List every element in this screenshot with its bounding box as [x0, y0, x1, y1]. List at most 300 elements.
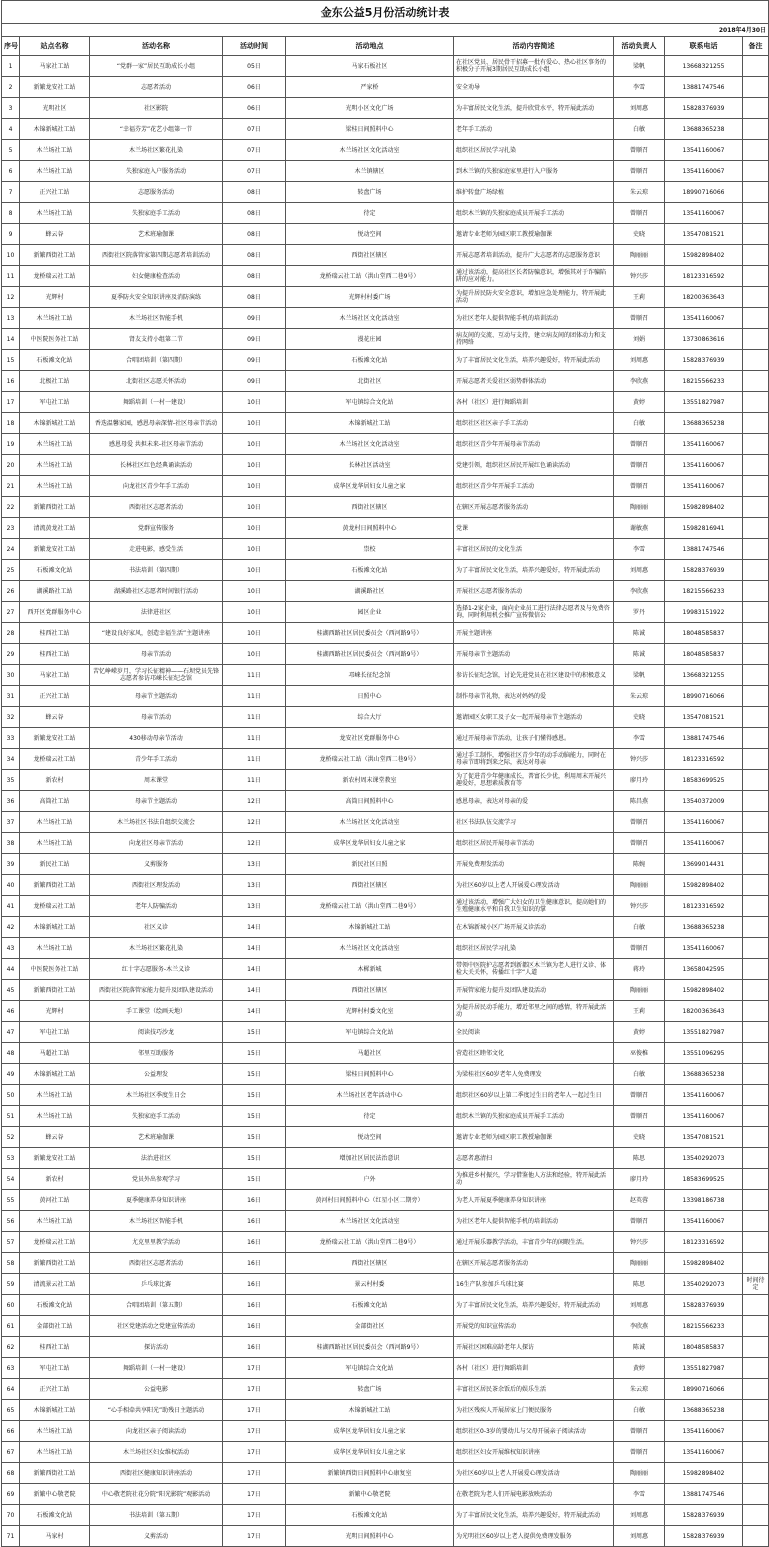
cell-no: 29: [2, 644, 20, 665]
cell-phone: 15828376939: [665, 1526, 743, 1547]
cell-note: [743, 833, 769, 854]
cell-time: 07日: [223, 119, 286, 140]
cell-no: 50: [2, 1085, 20, 1106]
cell-name: 木兰场社区繁花扎染: [90, 938, 223, 959]
cell-name: 向龙社区亲子阅读活动: [90, 1421, 223, 1442]
cell-time: 10日: [223, 434, 286, 455]
cell-site: 木兰场社工站: [20, 1211, 90, 1232]
cell-name: “党群一家”居民互助成长小组: [90, 56, 223, 77]
cell-no: 28: [2, 623, 20, 644]
cell-name: 社区党建活动之党建宣传活动: [90, 1316, 223, 1337]
cell-place: 木兰场社区文化活动室: [286, 1211, 454, 1232]
cell-desc: 组织社区居民学习扎染: [454, 140, 614, 161]
cell-place: 木锦新城社工站: [286, 1400, 454, 1421]
table-row: [2, 1379, 769, 1400]
cell-leader: 陶丽丽: [614, 1253, 665, 1274]
cell-leader: 钟兴莎: [614, 266, 665, 287]
cell-site: 木兰场社工站: [20, 161, 90, 182]
cell-name: 舞蹈培训（一村一建设）: [90, 392, 223, 413]
cell-phone: 13541160067: [665, 140, 743, 161]
cell-site: 蜂云谷: [20, 1127, 90, 1148]
cell-time: 10日: [223, 581, 286, 602]
cell-place: 成华区龙华居妇女儿童之家: [286, 1442, 454, 1463]
cell-leader: 朱云琼: [614, 182, 665, 203]
cell-desc: 为社区60岁以上老人开展爱心理发活动: [454, 1463, 614, 1484]
cell-leader: 陶丽丽: [614, 497, 665, 518]
cell-no: 59: [2, 1274, 20, 1295]
cell-name: 艺术班瑜伽课: [90, 1127, 223, 1148]
cell-place: 木兰场社区老年活动中心: [286, 1085, 454, 1106]
col-header-place: 活动地点: [286, 37, 454, 56]
cell-time: 14日: [223, 917, 286, 938]
cell-name: 香迭温馨家园，感恩母亲深情-社区母亲节活动: [90, 413, 223, 434]
cell-name: 义剪活动: [90, 1526, 223, 1547]
table-row: [2, 518, 769, 539]
cell-no: 14: [2, 329, 20, 350]
table-row: [2, 791, 769, 812]
cell-note: [743, 1526, 769, 1547]
cell-place: 转盘广场: [286, 1379, 454, 1400]
cell-site: 木兰场社工站: [20, 140, 90, 161]
cell-leader: 陶丽丽: [614, 1463, 665, 1484]
cell-site: 新繁西街社工站: [20, 1253, 90, 1274]
cell-note: [743, 959, 769, 980]
col-header-site: 站点名称: [20, 37, 90, 56]
cell-name: 湖溪路社区志愿者时间银行活动: [90, 581, 223, 602]
cell-no: 11: [2, 266, 20, 287]
cell-note: [743, 1043, 769, 1064]
cell-leader: 钟兴莎: [614, 1232, 665, 1253]
cell-name: 失独家庭入户服务活动: [90, 161, 223, 182]
cell-phone: 13551827987: [665, 1022, 743, 1043]
table-row: [2, 497, 769, 518]
cell-note: [743, 518, 769, 539]
cell-note: [743, 1484, 769, 1505]
cell-time: 07日: [223, 140, 286, 161]
cell-no: 36: [2, 791, 20, 812]
cell-site: 军屯社工站: [20, 1022, 90, 1043]
cell-time: 17日: [223, 1379, 286, 1400]
cell-phone: 13541160067: [665, 455, 743, 476]
cell-note: [743, 119, 769, 140]
cell-leader: 曾顺召: [614, 140, 665, 161]
cell-leader: 史晓: [614, 224, 665, 245]
cell-no: 54: [2, 1169, 20, 1190]
cell-phone: 13541160067: [665, 1442, 743, 1463]
cell-note: [743, 1337, 769, 1358]
cell-desc: 在木锦新城小区广场开展义诊活动: [454, 917, 614, 938]
cell-time: 16日: [223, 1232, 286, 1253]
cell-leader: 陈诚: [614, 1337, 665, 1358]
cell-no: 16: [2, 371, 20, 392]
cell-phone: 13551827987: [665, 1358, 743, 1379]
cell-phone: 19983151922: [665, 602, 743, 623]
cell-desc: 参访长征纪念馆，讨论先进党员在社区建设中的积极意义: [454, 665, 614, 686]
table-row: [2, 1085, 769, 1106]
cell-place: 户外: [286, 1169, 454, 1190]
cell-place: 木兰场社区文化活动室: [286, 812, 454, 833]
cell-phone: 13547081521: [665, 1127, 743, 1148]
cell-name: 向龙社区母亲节活动: [90, 833, 223, 854]
cell-name: “幸福芬芳”花艺小组第一节: [90, 119, 223, 140]
cell-time: 14日: [223, 980, 286, 1001]
cell-phone: 13881747546: [665, 1484, 743, 1505]
table-row: [2, 1295, 769, 1316]
cell-note: [743, 854, 769, 875]
cell-note: [743, 665, 769, 686]
cell-note: [743, 224, 769, 245]
table-row: [2, 665, 769, 686]
cell-name: 党群宣传服务: [90, 518, 223, 539]
cell-place: 成华区龙华居妇女儿童之家: [286, 833, 454, 854]
cell-place: 漫花庄园: [286, 329, 454, 350]
cell-leader: 李欣燕: [614, 1316, 665, 1337]
cell-name: 木兰场社区智能手机: [90, 1211, 223, 1232]
cell-name: 探访活动: [90, 1337, 223, 1358]
cell-desc: 组织社区青少年开展母亲节活动: [454, 434, 614, 455]
cell-no: 6: [2, 161, 20, 182]
cell-name: 木兰场社区妇女维权活动: [90, 1442, 223, 1463]
cell-leader: 陈婉: [614, 854, 665, 875]
cell-name: 失独家庭手工活动: [90, 203, 223, 224]
cell-name: 法律进社区: [90, 602, 223, 623]
cell-desc: 开展社区志愿者服务活动: [454, 581, 614, 602]
cell-phone: 13541160067: [665, 1211, 743, 1232]
cell-site: 新繁龙安社工站: [20, 539, 90, 560]
cell-phone: 18048585837: [665, 623, 743, 644]
cell-place: 严家桥: [286, 77, 454, 98]
cell-site: 木锦新城社工站: [20, 1064, 90, 1085]
table-row: [2, 1043, 769, 1064]
cell-place: 木锦新城社工站: [286, 917, 454, 938]
cell-site: 新繁西街社工站: [20, 980, 90, 1001]
cell-desc: 开展社区困难高龄老年人探访: [454, 1337, 614, 1358]
table-row: [2, 476, 769, 497]
cell-desc: 邀请专业老师为园区职工教授瑜伽课: [454, 1127, 614, 1148]
cell-phone: 13668321255: [665, 56, 743, 77]
cell-phone: 18583699525: [665, 1169, 743, 1190]
cell-name: 公益电影: [90, 1379, 223, 1400]
cell-place: 成华区龙华居妇女儿童之家: [286, 476, 454, 497]
cell-no: 60: [2, 1295, 20, 1316]
cell-phone: 13699014431: [665, 854, 743, 875]
cell-site: 木锦新城社工站: [20, 1400, 90, 1421]
cell-name: 西街社区志愿者活动: [90, 497, 223, 518]
cell-leader: 赵英蓉: [614, 1190, 665, 1211]
cell-note: [743, 602, 769, 623]
cell-note: [743, 770, 769, 791]
cell-name: 夏季健康养身知识讲座: [90, 1190, 223, 1211]
table-row: [2, 1274, 769, 1295]
cell-place: 西街社区辖区: [286, 245, 454, 266]
cell-name: 西街社区志愿者活动: [90, 1253, 223, 1274]
cell-place: 景云村村委: [286, 1274, 454, 1295]
col-header-no: 序号: [2, 37, 20, 56]
cell-leader: 李雪: [614, 77, 665, 98]
cell-note: [743, 56, 769, 77]
cell-desc: 通过该活动，提高社区长者防骗意识，增强其对于诈骗陷阱的应对能力。: [454, 266, 614, 287]
cell-site: 新繁龙安社工站: [20, 77, 90, 98]
cell-no: 12: [2, 287, 20, 308]
cell-no: 34: [2, 749, 20, 770]
cell-note: [743, 728, 769, 749]
cell-phone: 13541160067: [665, 1085, 743, 1106]
cell-leader: 黄婷: [614, 1022, 665, 1043]
cell-no: 38: [2, 833, 20, 854]
cell-note: [743, 1148, 769, 1169]
cell-note: [743, 350, 769, 371]
cell-time: 10日: [223, 413, 286, 434]
cell-leader: 史晓: [614, 707, 665, 728]
cell-site: 木兰场社工站: [20, 938, 90, 959]
cell-leader: 廖月玲: [614, 770, 665, 791]
cell-leader: 黄婷: [614, 392, 665, 413]
cell-note: [743, 392, 769, 413]
cell-time: 09日: [223, 329, 286, 350]
table-row: [2, 1169, 769, 1190]
cell-site: 木兰场社工站: [20, 434, 90, 455]
cell-site: 新农村: [20, 770, 90, 791]
cell-time: 14日: [223, 938, 286, 959]
cell-desc: 为社区老年人提供智能手机的培训活动: [454, 1211, 614, 1232]
cell-phone: 18215566233: [665, 371, 743, 392]
cell-phone: 18123316592: [665, 266, 743, 287]
cell-name: 公益理发: [90, 1064, 223, 1085]
cell-no: 13: [2, 308, 20, 329]
cell-place: 木兰场社区文化活动室: [286, 434, 454, 455]
table-row: [2, 140, 769, 161]
cell-desc: 为了丰富居民文化生活，培养兴趣爱好，特开展此活动: [454, 350, 614, 371]
cell-site: 北极社工站: [20, 371, 90, 392]
cell-site: 木兰场社工站: [20, 455, 90, 476]
cell-place: 石板滩文化站: [286, 560, 454, 581]
cell-phone: 13881747546: [665, 728, 743, 749]
cell-desc: 通过开展母亲节活动，让孩子们懂得感恩。: [454, 728, 614, 749]
cell-no: 22: [2, 497, 20, 518]
cell-note: [743, 1253, 769, 1274]
cell-no: 48: [2, 1043, 20, 1064]
table-row: [2, 686, 769, 707]
cell-desc: 组织社区0-3岁的婴幼儿与父母开展亲子阅读活动: [454, 1421, 614, 1442]
cell-phone: 15982898402: [665, 875, 743, 896]
cell-desc: 开展志愿者关爱社区弱势群体活动: [454, 371, 614, 392]
cell-note: [743, 98, 769, 119]
cell-phone: 18048585837: [665, 1337, 743, 1358]
table-row: [2, 98, 769, 119]
sheet-date: 2018年4月30日: [2, 24, 769, 37]
cell-leader: 白敏: [614, 413, 665, 434]
table-row: [2, 539, 769, 560]
cell-site: 石板滩文化站: [20, 1505, 90, 1526]
cell-place: 石板滩文化站: [286, 1295, 454, 1316]
cell-leader: 陈思: [614, 1148, 665, 1169]
cell-name: 周末课堂: [90, 770, 223, 791]
cell-desc: 开展管家能力提升及团队建设活动: [454, 980, 614, 1001]
cell-phone: 13688365238: [665, 917, 743, 938]
cell-desc: 开展志愿者培训活动，提升广大志愿者的志愿服务意识: [454, 245, 614, 266]
cell-place: 成华区龙华居妇女儿童之家: [286, 1421, 454, 1442]
cell-site: 马家社工站: [20, 56, 90, 77]
cell-phone: 15982898402: [665, 1463, 743, 1484]
cell-leader: 陶丽丽: [614, 245, 665, 266]
cell-place: 军屯镇综合文化站: [286, 1022, 454, 1043]
col-header-desc: 活动内容简述: [454, 37, 614, 56]
cell-name: 长林社区红色经典诵读活动: [90, 455, 223, 476]
table-row: [2, 224, 769, 245]
cell-phone: 13551827987: [665, 392, 743, 413]
cell-no: 55: [2, 1190, 20, 1211]
table-row: [2, 938, 769, 959]
cell-place: 新繁中心敬老院: [286, 1484, 454, 1505]
cell-place: 木兰场社区文化活动室: [286, 308, 454, 329]
table-row: [2, 770, 769, 791]
cell-time: 16日: [223, 1211, 286, 1232]
cell-no: 8: [2, 203, 20, 224]
cell-place: 日照中心: [286, 686, 454, 707]
table-row: [2, 350, 769, 371]
cell-leader: 曾顺召: [614, 1085, 665, 1106]
table-row: [2, 1505, 769, 1526]
cell-note: [743, 686, 769, 707]
cell-name: 北街社区志愿关怀活动: [90, 371, 223, 392]
cell-note: [743, 938, 769, 959]
cell-site: 西开区党群服务中心: [20, 602, 90, 623]
cell-desc: 为丰富居民文化生活，提升欣赏水平，特开展此活动: [454, 98, 614, 119]
cell-site: 桂西社工站: [20, 1337, 90, 1358]
table-row: [2, 1421, 769, 1442]
cell-time: 15日: [223, 1022, 286, 1043]
cell-desc: 带领中医院护志愿者到新都区木兰镇为老人进行义诊、体检大关关怀，传播红十字“人道: [454, 959, 614, 980]
cell-site: 木兰场社工站: [20, 308, 90, 329]
cell-time: 10日: [223, 518, 286, 539]
cell-note: [743, 707, 769, 728]
cell-site: 石板滩文化站: [20, 560, 90, 581]
cell-site: 石板滩文化站: [20, 1295, 90, 1316]
table-row: [2, 833, 769, 854]
cell-site: 新繁西街社工站: [20, 1463, 90, 1484]
cell-note: [743, 644, 769, 665]
cell-desc: 在辖区开展志愿者服务活动: [454, 497, 614, 518]
cell-name: 志愿服务活动: [90, 182, 223, 203]
cell-leader: 陈昌燕: [614, 791, 665, 812]
cell-leader: 曾顺召: [614, 308, 665, 329]
cell-leader: 白敏: [614, 1064, 665, 1085]
cell-site: 龙桥瑞云社工站: [20, 1232, 90, 1253]
cell-no: 9: [2, 224, 20, 245]
cell-phone: 13541160067: [665, 434, 743, 455]
cell-no: 37: [2, 812, 20, 833]
cell-place: 新繁镇西街日间照料中心康复室: [286, 1463, 454, 1484]
cell-name: 义剪服务: [90, 854, 223, 875]
cell-leader: 曾顺召: [614, 833, 665, 854]
cell-desc: 丰富社区居民茶余饭后的娱乐生活: [454, 1379, 614, 1400]
cell-name: 舞蹈培训（一村一建设）: [90, 1358, 223, 1379]
cell-site: 龙桥瑞云社工站: [20, 896, 90, 917]
cell-time: 17日: [223, 1358, 286, 1379]
cell-leader: 李雪: [614, 728, 665, 749]
cell-place: 桂湖西路社区居民委员会（西河路9号）: [286, 644, 454, 665]
cell-place: 木兰场社区文化活动室: [286, 140, 454, 161]
cell-leader: 刘周惠: [614, 1526, 665, 1547]
cell-note: [743, 623, 769, 644]
cell-note: [743, 1505, 769, 1526]
cell-note: [743, 1106, 769, 1127]
cell-name: 书法培训（第五期）: [90, 1505, 223, 1526]
cell-no: 70: [2, 1505, 20, 1526]
cell-place: 石板滩文化站: [286, 350, 454, 371]
cell-no: 17: [2, 392, 20, 413]
cell-time: 12日: [223, 791, 286, 812]
cell-no: 56: [2, 1211, 20, 1232]
cell-time: 16日: [223, 1253, 286, 1274]
cell-phone: 15828376939: [665, 98, 743, 119]
cell-site: 马超社工站: [20, 1043, 90, 1064]
cell-note: [743, 1190, 769, 1211]
table-row: [2, 623, 769, 644]
cell-note: [743, 1085, 769, 1106]
cell-site: 桂西社工站: [20, 623, 90, 644]
cell-no: 49: [2, 1064, 20, 1085]
cell-site: 光辉村: [20, 1001, 90, 1022]
table-row: [2, 455, 769, 476]
cell-phone: 13688365238: [665, 119, 743, 140]
cell-no: 18: [2, 413, 20, 434]
cell-place: 木樨新城: [286, 959, 454, 980]
cell-place: 祟校: [286, 539, 454, 560]
cell-desc: 维护转盘广场绿植: [454, 182, 614, 203]
cell-time: 15日: [223, 1043, 286, 1064]
cell-place: 北街社区: [286, 371, 454, 392]
cell-phone: 15982898402: [665, 980, 743, 1001]
cell-no: 45: [2, 980, 20, 1001]
cell-desc: 老年手工活动: [454, 119, 614, 140]
cell-place: 西街社区辖区: [286, 980, 454, 1001]
cell-desc: 开展免费理发活动: [454, 854, 614, 875]
cell-name: 社区影院: [90, 98, 223, 119]
cell-place: 长林社区活动室: [286, 455, 454, 476]
cell-leader: 曾顺召: [614, 1211, 665, 1232]
col-header-time: 活动时间: [223, 37, 286, 56]
cell-place: 木兰场社区文化活动室: [286, 938, 454, 959]
table-row: [2, 959, 769, 980]
cell-place: 梁桂日间照料中心: [286, 119, 454, 140]
cell-no: 24: [2, 539, 20, 560]
cell-note: [743, 560, 769, 581]
cell-note: [743, 1232, 769, 1253]
cell-time: 16日: [223, 1337, 286, 1358]
cell-name: 母亲节主题活动: [90, 686, 223, 707]
cell-desc: 开展主题讲座: [454, 623, 614, 644]
cell-no: 10: [2, 245, 20, 266]
cell-site: 蜂云谷: [20, 707, 90, 728]
cell-note: [743, 1001, 769, 1022]
cell-time: 17日: [223, 1421, 286, 1442]
cell-site: 新农村: [20, 1169, 90, 1190]
cell-place: 桂湖西路社区居民委员会（西河路9号）: [286, 623, 454, 644]
cell-site: 木兰场社工站: [20, 1085, 90, 1106]
cell-site: 木锦新城社工站: [20, 119, 90, 140]
cell-name: “建设良好家风，创造幸福生活”主题讲座: [90, 623, 223, 644]
cell-site: 木兰场社工站: [20, 812, 90, 833]
cell-leader: 刘周惠: [614, 1505, 665, 1526]
cell-phone: 13541160067: [665, 203, 743, 224]
cell-no: 65: [2, 1400, 20, 1421]
cell-name: 邻里互助服务: [90, 1043, 223, 1064]
cell-place: 龙安社区党群服务中心: [286, 728, 454, 749]
table-row: [2, 1316, 769, 1337]
cell-site: 军屯社工站: [20, 1358, 90, 1379]
cell-place: 新农村周末课堂教室: [286, 770, 454, 791]
